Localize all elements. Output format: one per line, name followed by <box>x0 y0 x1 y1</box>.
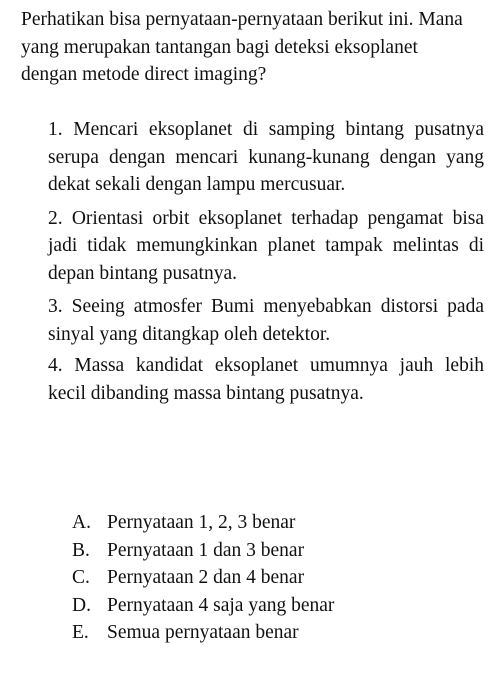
answer-options <box>72 509 472 647</box>
option-text: Semua pernyataan benar <box>107 622 299 643</box>
option-e[interactable] <box>72 619 472 647</box>
option-letter: E. <box>72 622 89 643</box>
option-text: Pernyataan 4 saja yang benar <box>107 594 335 616</box>
question-text: Perhatikan bisa pernyataan-pernyataan berikut ini. Mana yang merupakan tantangan bagi deteksi eksoplanet dengan metode direct imaging? <box>21 9 463 85</box>
option-text: Pernyataan 1 dan 3 benar <box>107 539 305 561</box>
option-text: Pernyataan 1, 2, 3 benar <box>107 512 296 533</box>
option-b[interactable] <box>72 537 472 565</box>
statement-3: 3. Seeing atmosfer Bumi menyebabkan distorsi pada sinyal yang ditangkap oleh detektor. <box>48 296 484 345</box>
option-text: Pernyataan 2 dan 4 benar <box>107 567 305 588</box>
statement-1: 1. Mencari eksoplanet di samping bintang pusatnya serupa dengan mencari kunang-kunang dengan yang dekat sekali dengan lampu mercusuar. <box>48 119 484 195</box>
option-letter: A. <box>72 512 91 533</box>
statement-4: 4. Massa kandidat eksoplanet umumnya jauh lebih kecil dibanding massa bintang pusatnya. <box>48 355 484 404</box>
option-letter: B. <box>72 539 90 561</box>
option-d[interactable] <box>72 592 472 620</box>
statement-2: 2. Orientasi orbit eksoplanet terhadap pengamat bisa jadi tidak memungkinkan planet tampak melintas di depan bintang pusatnya. <box>48 207 484 284</box>
option-c[interactable] <box>72 564 472 592</box>
statement-list <box>48 116 484 413</box>
option-a[interactable] <box>72 509 472 537</box>
option-letter: C. <box>72 567 90 588</box>
option-letter: D. <box>72 594 91 616</box>
